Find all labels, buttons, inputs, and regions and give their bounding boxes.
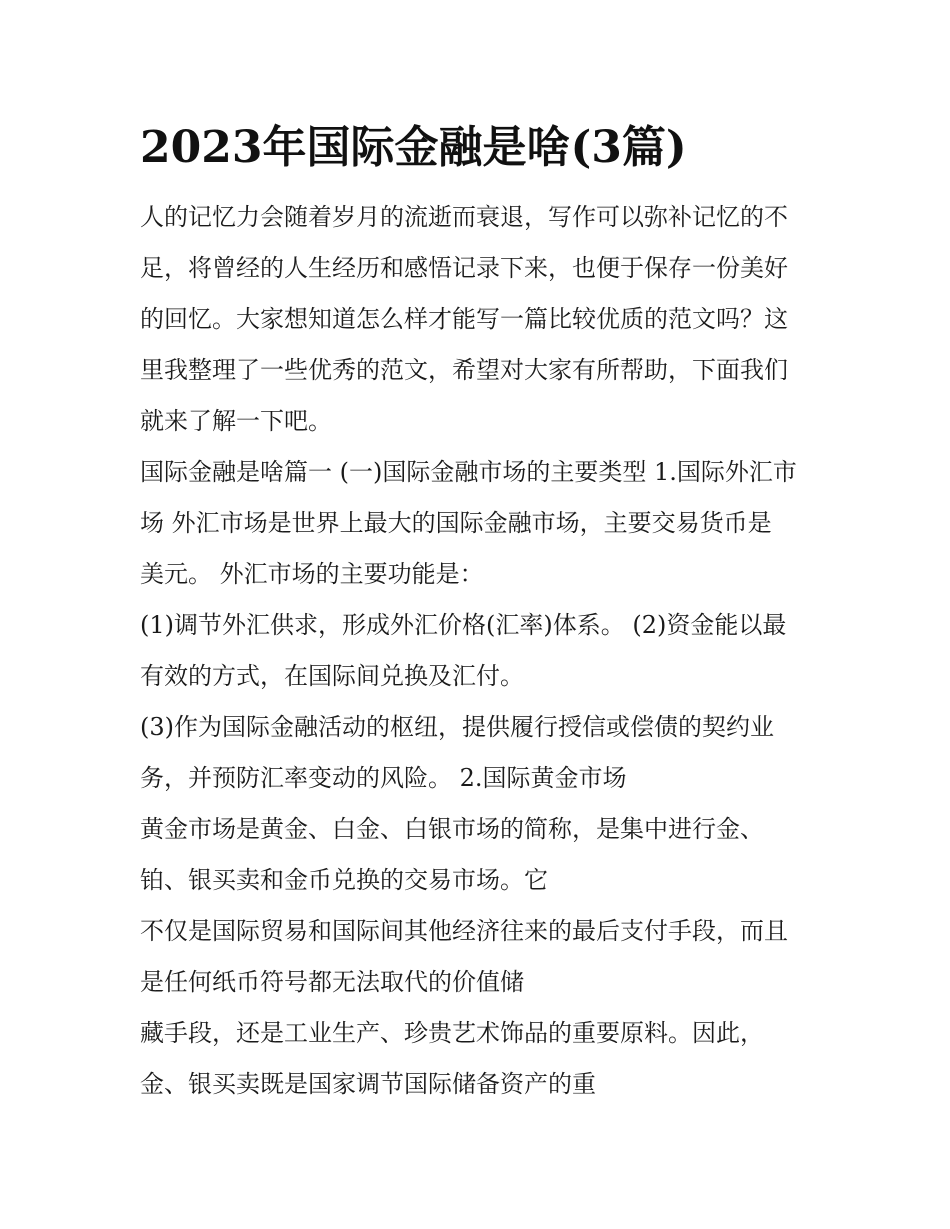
text-line: 国际金融是啥篇一 (一)国际金融市场的主要类型 1.国际外汇市 (140, 458, 797, 486)
reserve-paragraph (140, 1008, 820, 1110)
function-list-paragraph-1 (140, 600, 820, 702)
text-line: 是任何纸币符号都无法取代的价值储 (140, 968, 524, 996)
gold-market-paragraph (140, 804, 820, 906)
text-line: 铂、银买卖和金币兑换的交易市场。它 (140, 866, 548, 894)
text-line: (3)作为国际金融活动的枢纽，提供履行授信或偿债的契约业 (140, 713, 774, 741)
text-line: 金、银买卖既是国家调节国际储备资产的重 (140, 1070, 596, 1098)
document-page (140, 118, 820, 1110)
text-line: 里我整理了一些优秀的范文，希望对大家有所帮助，下面我们 (140, 356, 788, 384)
text-line: 美元。 外汇市场的主要功能是： (140, 560, 484, 588)
text-line: 藏手段，还是工业生产、珍贵艺术饰品的重要原料。因此， (140, 1019, 764, 1047)
text-line: (1)调节外汇供求，形成外汇价格(汇率)体系。 (2)资金能以最 (140, 611, 787, 639)
text-line: 人的记忆力会随着岁月的流逝而衰退，写作可以弥补记忆的不 (140, 203, 788, 231)
text-line: 务，并预防汇率变动的风险。 2.国际黄金市场 (140, 764, 627, 792)
text-line: 不仅是国际贸易和国际间其他经济往来的最后支付手段，而且 (140, 917, 788, 945)
text-line: 就来了解一下吧。 (140, 407, 332, 435)
section-one-paragraph (140, 447, 820, 600)
text-line: 黄金市场是黄金、白金、白银市场的简称，是集中进行金、 (140, 815, 764, 843)
payment-paragraph (140, 906, 820, 1008)
text-line: 有效的方式，在国际间兑换及汇付。 (140, 662, 524, 690)
intro-paragraph (140, 192, 820, 447)
text-line: 足，将曾经的人生经历和感悟记录下来，也便于保存一份美好 (140, 254, 788, 282)
text-line: 场 外汇市场是世界上最大的国际金融市场，主要交易货币是 (140, 509, 772, 537)
text-line: 的回忆。大家想知道怎么样才能写一篇比较优质的范文吗？这 (140, 305, 788, 333)
function-list-paragraph-2 (140, 702, 820, 804)
document-title: 2023年国际金融是啥(3篇) (140, 122, 687, 173)
